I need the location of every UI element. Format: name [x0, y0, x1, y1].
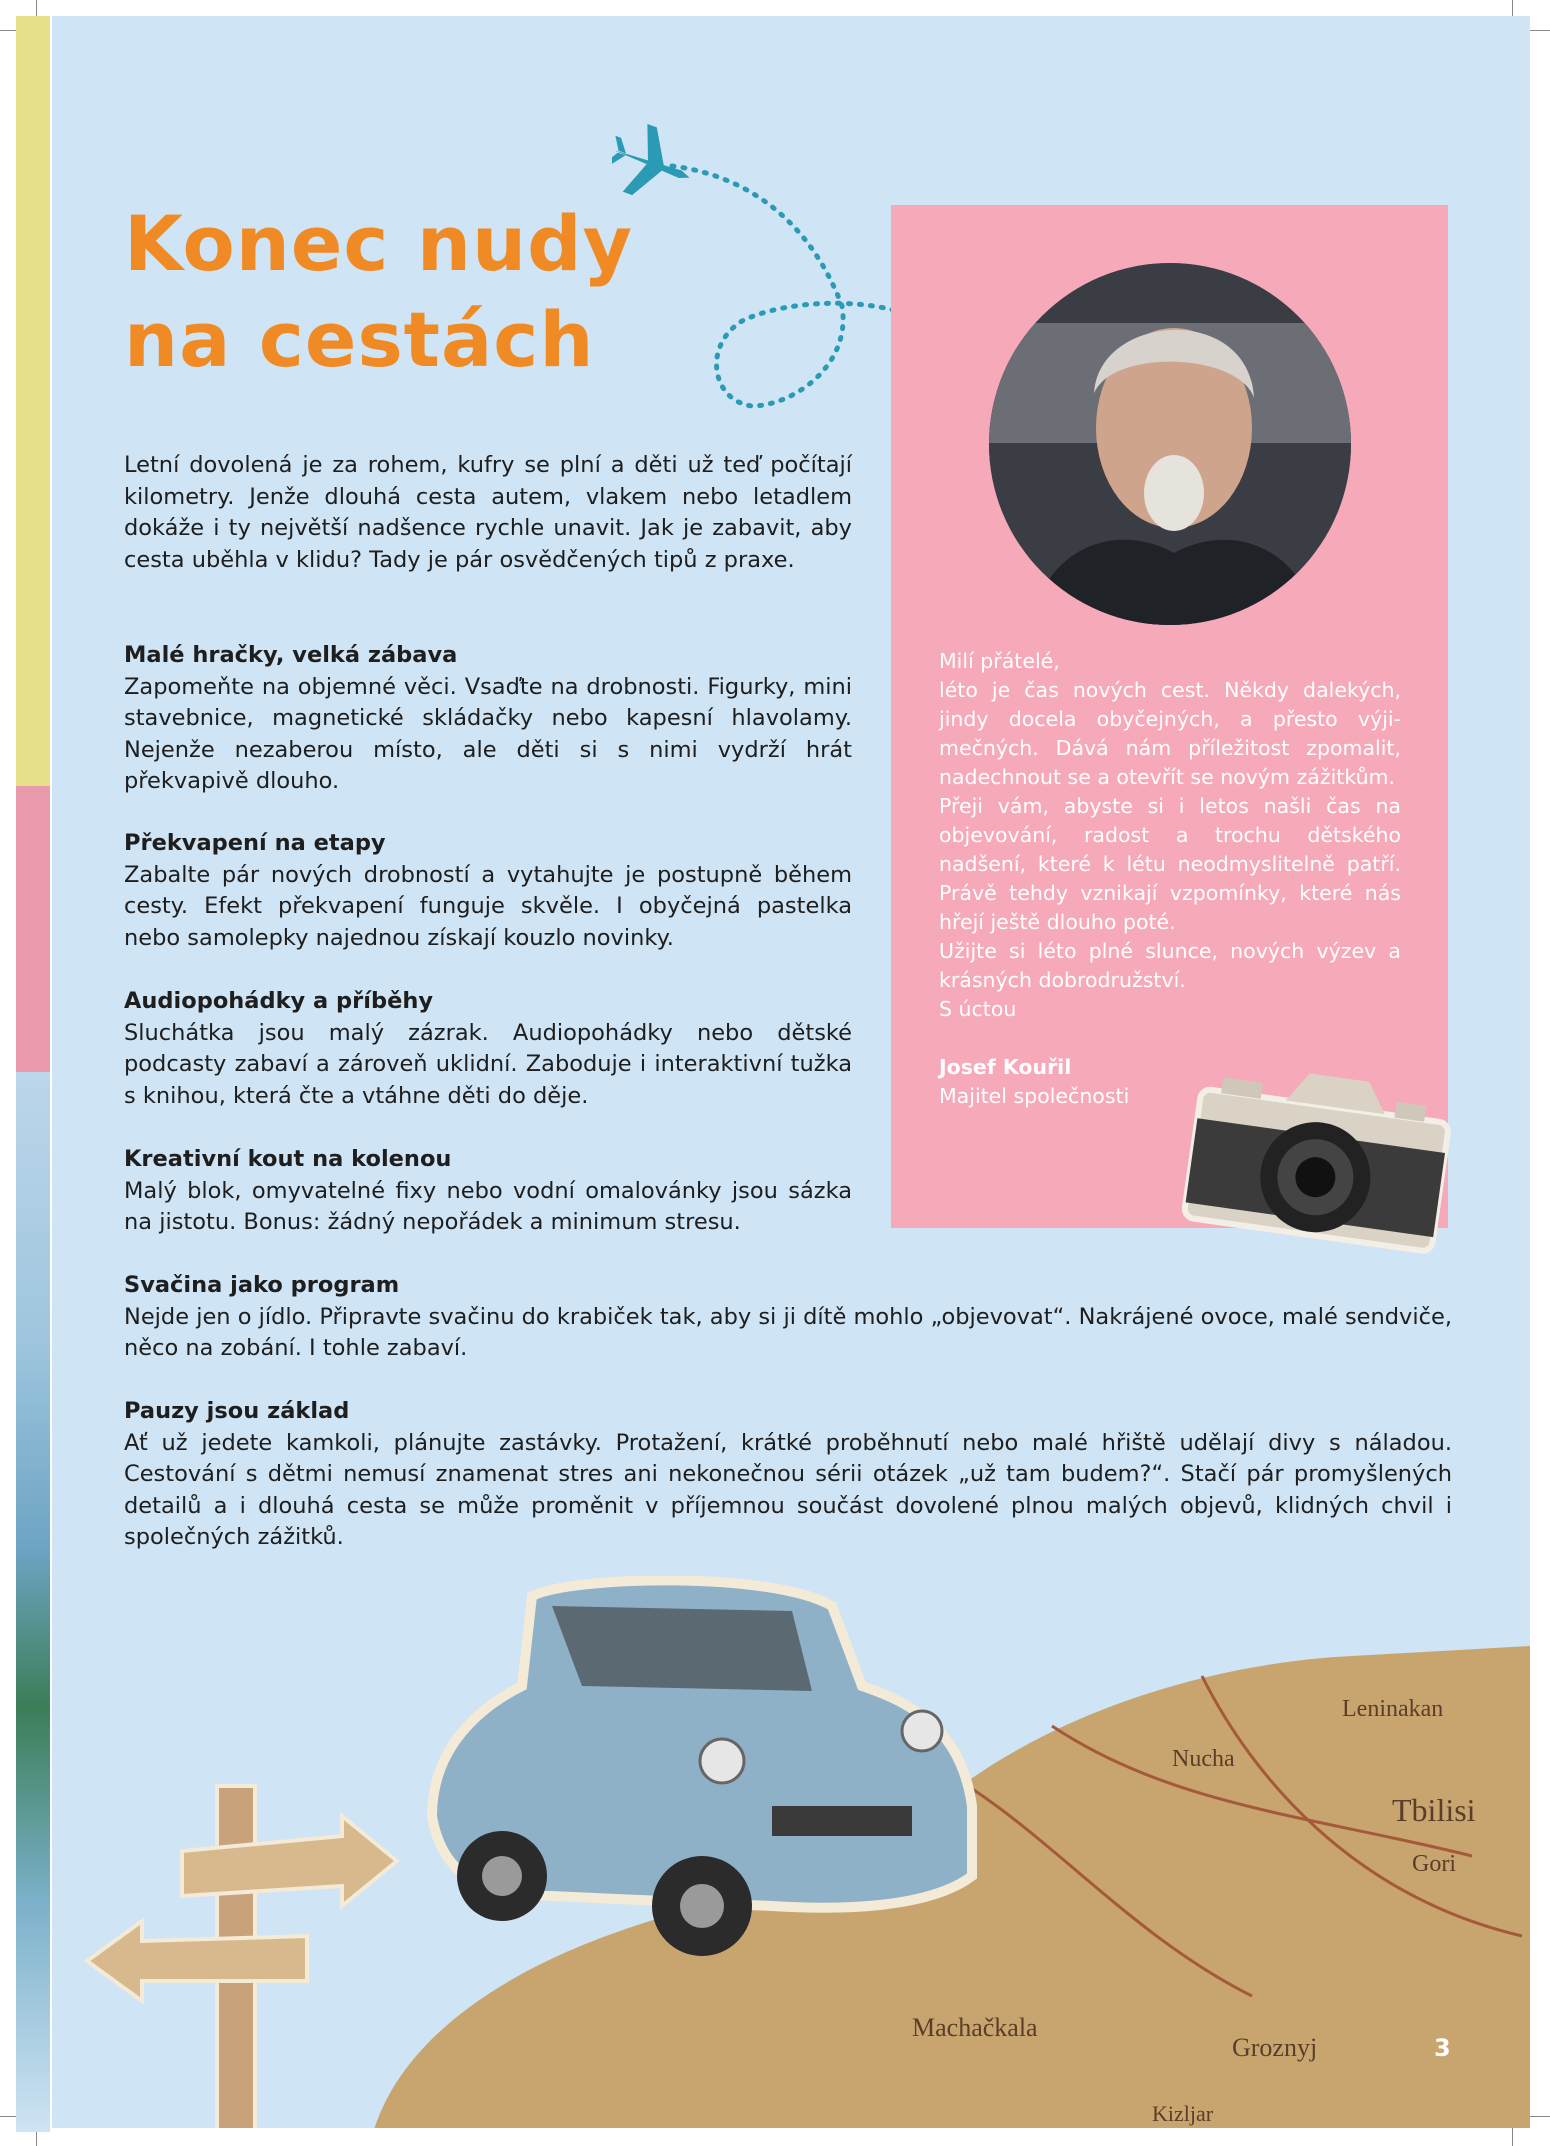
map-label: Machačkala: [912, 2013, 1038, 2042]
tip-text: Zabalte pár nových drobností a vytahujte je postupně během cesty. Efekt překvapení funguje skvěle. I obyčejná pastelka nebo samolepky najednou získají kouzlo novinky.: [124, 861, 852, 951]
letter-text: [939, 647, 1401, 1111]
tip-section: [124, 828, 852, 954]
tip-text: Ať už jedete kamkoli, plánujte zastávky. Protažení, krátké proběhnutí nebo malé hřiště udělají divy s náladou. Cestování s dětmi nemusí znamenat stres ani nekonečnou sérii otázek „už tam budem?“. Stačí pár promyšlených detailů a i dlouhá cesta se může proměnit v příjemnou součást dovolené plnou malých objevů, klidných chvil i společných zážitků.: [124, 1429, 1452, 1550]
tip-text: Sluchátka jsou malý zázrak. Audiopohádky nebo dětské podcasty zabaví a zároveň uklidní. Zaboduje i interaktivní tužka s knihou, která čte a vtáhne děti do děje.: [124, 1019, 852, 1109]
author-portrait: [989, 263, 1351, 625]
intro-paragraph: [124, 450, 852, 576]
vintage-car-image: [432, 1580, 972, 1956]
tip-section: [124, 986, 852, 1112]
tip-text: Nejde jen o jídlo. Připravte svačinu do krabiček tak, aby si ji dítě mohlo „objevovat“. Nakrájené ovoce, malé sendviče, něco na zobání. I tohle zabaví.: [124, 1303, 1452, 1361]
map-label: Groznyj: [1232, 2033, 1318, 2062]
tip-heading: Pauzy jsou základ: [124, 1398, 350, 1424]
tip-heading: Audiopohádky a příběhy: [124, 988, 434, 1014]
page-number: 3: [1434, 2034, 1451, 2062]
map-label: Tbilisi: [1392, 1792, 1476, 1828]
tip-text: Zapomeňte na objemné věci. Vsaďte na drobnosti. Figurky, mini stavebnice, magnetické skládačky nebo kapesní hlavolamy. Nejenže nezaberou místo, ale děti si s nimi vydrží hrát překvapivě dlouho.: [124, 673, 852, 794]
map-label: Leninakan: [1342, 1696, 1444, 1722]
tip-text: Malý blok, omyvatelné fixy nebo vodní omalovánky jsou sázka na jistotu. Bonus: žádný nepořádek a minimum stresu.: [124, 1177, 852, 1235]
magazine-page: [52, 16, 1530, 2128]
map-label: Gori: [1412, 1851, 1456, 1877]
letter-paragraph: Užijte si léto plné slunce, nových výzev a krásných dobrodružství.: [939, 939, 1401, 992]
side-strip-photo: [16, 1072, 50, 2132]
letter-greeting: Milí přátelé,: [939, 649, 1060, 673]
tip-section: [124, 1270, 1452, 1365]
signpost-icon: [87, 1786, 397, 2128]
signature-name: Josef Kouřil: [939, 1055, 1072, 1079]
tip-heading: Kreativní kout na kolenou: [124, 1146, 452, 1172]
tip-section: [124, 1396, 1452, 1554]
tip-section: [124, 640, 852, 798]
title-line-2: na cestách: [124, 295, 595, 384]
tip-heading: Překvapení na etapy: [124, 830, 386, 856]
tip-heading: Svačina jako program: [124, 1272, 400, 1298]
map-label: Kizljar: [1152, 2101, 1214, 2126]
side-strip-yellow: [16, 16, 50, 786]
map-label: Nucha: [1172, 1746, 1235, 1772]
signature-role: Majitel společnosti: [939, 1084, 1130, 1108]
letter-paragraph: Přeji vám, abyste si i letos našli čas na objevování, radost a trochu dětského nadšení, které k létu neodmyslitelně patří. Právě tehdy vznikají vzpomínky, které nás hřejí ještě dlouho poté.: [939, 794, 1401, 934]
title-line-1: Konec nudy: [124, 199, 634, 288]
camera-icon: [1182, 1066, 1462, 1266]
side-strip-pink: [16, 786, 50, 1072]
intro-text: Letní dovolená je za rohem, kufry se plní a děti už teď počítají kilometry. Jenže dlouhá cesta autem, vlakem nebo letadlem dokáže i ty největší nadšence rychle unavit. Jak je zabavit, aby cesta uběhla v klidu? Tady je pár osvědčených tipů z praxe.: [124, 452, 852, 573]
letter-paragraph: léto je čas nových cest. Někdy dalekých, jindy docela obyčejných, a přesto výji-mečných. Dává nám příležitost zpomalit, nadechnout se a otevřít se novým zážitkům.: [939, 678, 1401, 789]
tip-section: [124, 1144, 852, 1239]
tip-heading: Malé hračky, velká zábava: [124, 642, 458, 668]
page-title: [124, 196, 633, 388]
travel-collage: [52, 1576, 1530, 2128]
letter-closing: S úctou: [939, 997, 1017, 1021]
